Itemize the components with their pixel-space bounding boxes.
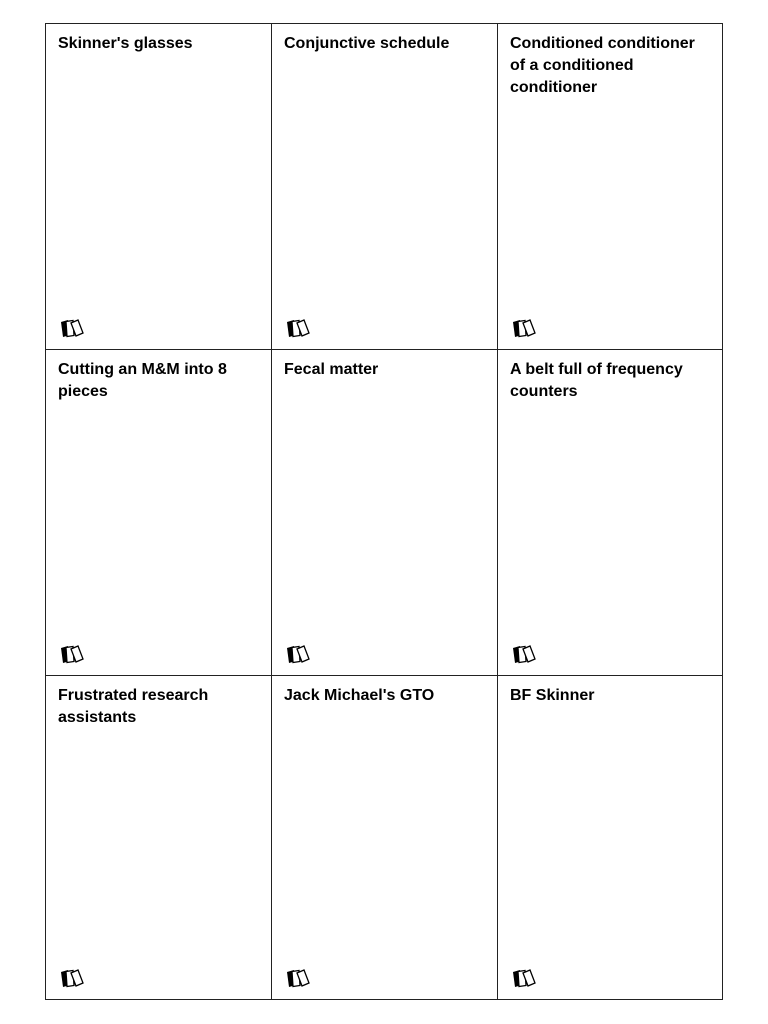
card-stack-icon [285, 318, 311, 338]
card [46, 24, 272, 350]
card-text: A belt full of frequency counters [510, 361, 683, 400]
card-stack-icon [511, 644, 537, 664]
card-text: Cutting an M&M into 8 pieces [58, 361, 227, 400]
card-text: Jack Michael's GTO [284, 687, 435, 704]
card [272, 676, 498, 999]
card [46, 350, 272, 676]
card-sheet [45, 23, 723, 1000]
card [272, 350, 498, 676]
card-stack-icon [285, 968, 311, 988]
card-text: Conditioned conditioner of a conditioned conditioner [510, 35, 695, 96]
card-text: Fecal matter [284, 361, 379, 378]
card-stack-icon [59, 318, 85, 338]
card-stack-icon [511, 968, 537, 988]
card [498, 350, 722, 676]
card-text: Frustrated research assistants [58, 687, 209, 726]
card [498, 676, 722, 999]
card [272, 24, 498, 350]
card [46, 676, 272, 999]
card [498, 24, 722, 350]
card-text: Conjunctive schedule [284, 35, 450, 52]
card-stack-icon [59, 968, 85, 988]
card-text: BF Skinner [510, 687, 595, 704]
card-stack-icon [59, 644, 85, 664]
card-stack-icon [285, 644, 311, 664]
card-text: Skinner's glasses [58, 35, 193, 52]
card-stack-icon [511, 318, 537, 338]
